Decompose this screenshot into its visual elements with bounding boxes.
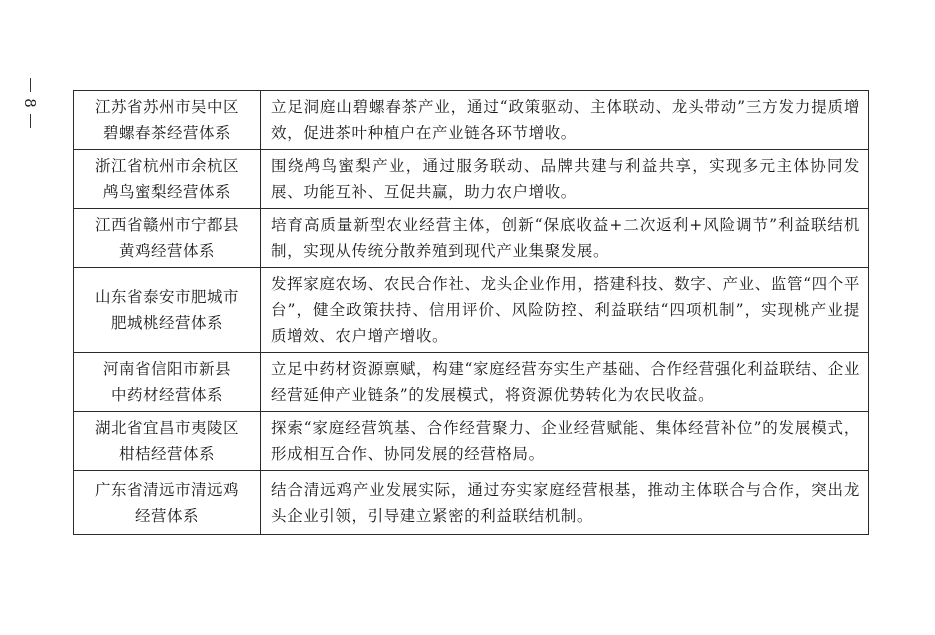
- name-line: 碧螺春茶经营体系: [102, 124, 231, 142]
- name-line: 浙江省杭州市余杭区: [94, 157, 239, 175]
- system-description: 立足洞庭山碧螺春茶产业，通过“政策驱动、主体联动、龙头带动”三方发力提质增效，促进茶叶种植户在产业链各环节增收。: [261, 91, 869, 150]
- name-line: 山东省泰安市肥城市: [94, 288, 239, 306]
- region-system-name: [74, 91, 261, 150]
- table-row: [74, 471, 869, 535]
- name-line: 广东省清远市清远鸡: [94, 480, 239, 499]
- table-row: [74, 353, 869, 412]
- region-system-name: [74, 268, 261, 353]
- name-line: 肥城桃经营体系: [110, 314, 223, 332]
- system-description: 立足中药材资源禀赋，构建“家庭经营夯实生产基础、合作经营强化利益联结、企业经营延伸产业链条”的发展模式，将资源优势转化为农民收益。: [261, 353, 869, 412]
- page-number-dash-bottom: [30, 114, 31, 128]
- table-row: [74, 209, 869, 268]
- operation-system-table: [73, 90, 869, 535]
- page-number-value: 8: [20, 98, 39, 108]
- system-description: 探索“家庭经营筑基、合作经营聚力、企业经营赋能、集体经营补位”的发展模式，形成相互合作、协同发展的经营格局。: [261, 412, 869, 471]
- region-system-name: [74, 471, 261, 535]
- name-line: 江西省赣州市宁都县: [94, 216, 239, 234]
- region-system-name: [74, 412, 261, 471]
- table-row: [74, 412, 869, 471]
- region-system-name: [74, 150, 261, 209]
- name-line: 鸬鸟蜜梨经营体系: [102, 183, 231, 201]
- name-line: 江苏省苏州市吴中区: [94, 98, 239, 116]
- name-line: 柑桔经营体系: [118, 445, 215, 463]
- region-system-name: [74, 353, 261, 412]
- table-row: [74, 150, 869, 209]
- system-description: 结合清远鸡产业发展实际，通过夯实家庭经营根基，推动主体联合与合作，突出龙头企业引领，引导建立紧密的利益联结机制。: [261, 471, 869, 535]
- name-line: 湖北省宜昌市夷陵区: [94, 419, 239, 437]
- system-description: 培育高质量新型农业经营主体，创新“保底收益+二次返利+风险调节”利益联结机制，实现从传统分散养殖到现代产业集聚发展。: [261, 209, 869, 268]
- name-line: 经营体系: [134, 506, 199, 525]
- table-row: [74, 91, 869, 150]
- page-number-dash-top: [30, 78, 31, 92]
- name-line: 河南省信阳市新县: [102, 360, 231, 378]
- table-row: [74, 268, 869, 353]
- page-number: [22, 78, 38, 138]
- name-line: 黄鸡经营体系: [118, 242, 215, 260]
- name-line: 中药材经营体系: [110, 386, 223, 404]
- system-description: 发挥家庭农场、农民合作社、龙头企业作用，搭建科技、数字、产业、监管“四个平台”，健全政策扶持、信用评价、风险防控、利益联结“四项机制”，实现桃产业提质增效、农户增产增收。: [261, 268, 869, 353]
- system-description: 围绕鸬鸟蜜梨产业，通过服务联动、品牌共建与利益共享，实现多元主体协同发展、功能互补、互促共赢，助力农户增收。: [261, 150, 869, 209]
- region-system-name: [74, 209, 261, 268]
